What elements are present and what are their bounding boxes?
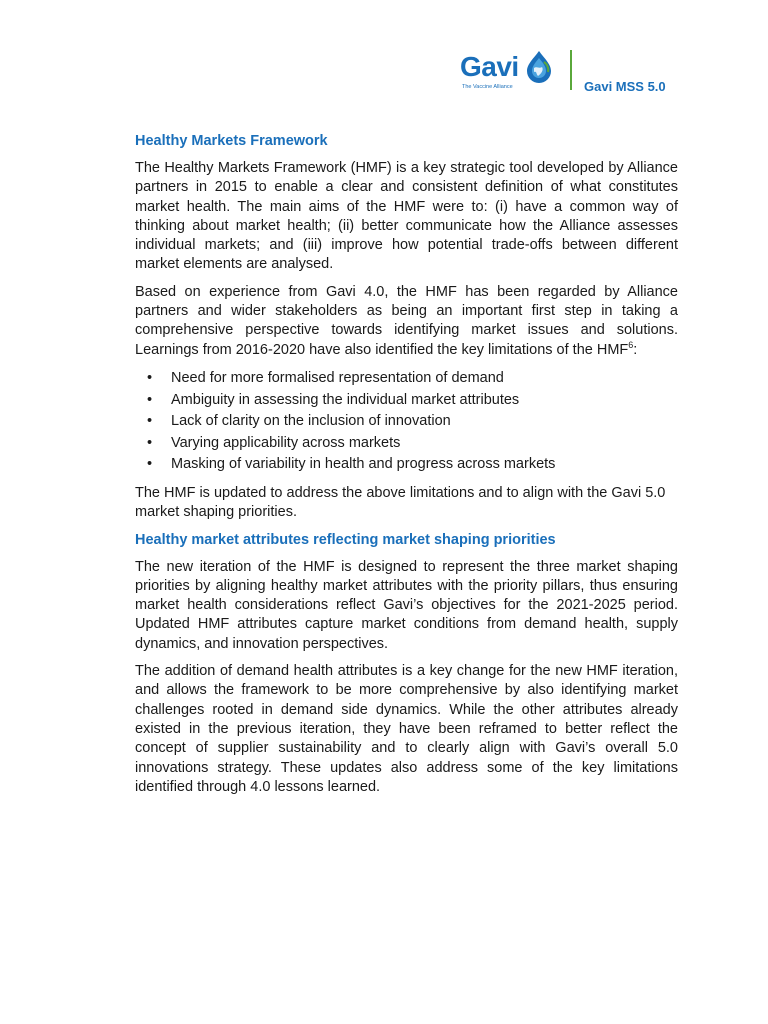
list-item [135, 390, 678, 412]
bullet-glyph: • [147, 434, 153, 451]
section-heading: Healthy Markets Framework [135, 133, 328, 149]
document-title: Gavi MSS 5.0 [584, 79, 666, 94]
list-item [135, 368, 678, 390]
bullet-glyph: • [147, 369, 153, 386]
bullet-glyph: • [147, 456, 153, 473]
list-item [135, 411, 678, 433]
paragraph: The addition of demand health attributes is a key change for the new HMF iteration, and allows the framework to be more comprehensive by also identifying market challenges rooted in demand side dynamics. While the other attributes already existed in the previous iteration, they have been reframed to better reflect the concept of supplier sustainability and to clearly align with Gavi’s overall 5.0 innovations strategy. These updates also address some of the key limitations identified through 4.0 lessons learned. [135, 663, 678, 795]
document-body [135, 132, 678, 805]
globe-drop-icon [524, 50, 554, 84]
logo-wordmark: Gavi [460, 51, 519, 82]
logo-tagline: The Vaccine Alliance [462, 84, 513, 90]
list-item [135, 454, 678, 476]
bullet-glyph: • [147, 391, 153, 408]
paragraph-text: Based on experience from Gavi 4.0, the HMF has been regarded by Alliance partners and wider stakeholders as being an important first step in taking a comprehensive perspective towards identifying market issues and solutions. Learnings from 2016-2020 have also identified the key limitations of the HMF [135, 283, 678, 358]
list-item-text: Ambiguity in assessing the individual market attributes [171, 391, 520, 408]
header-divider [570, 50, 572, 90]
paragraph-suffix: : [633, 341, 638, 358]
list-item-text: Varying applicability across markets [171, 434, 401, 451]
footnote-reference: 6 [628, 339, 634, 350]
paragraph: The Healthy Markets Framework (HMF) is a key strategic tool developed by Alliance partners in 2015 to enable a clear and consistent definition of what constitutes market health. The main aims of the HMF were to: (i) have a common way of thinking about market health; (ii) better communicate how the Alliance assesses individual markets; and (iii) improve how potential trade-offs between different market elements are analysed. [135, 160, 678, 273]
list-item-text: Lack of clarity on the inclusion of innovation [171, 413, 451, 430]
paragraph [135, 283, 678, 360]
bullet-glyph: • [147, 413, 153, 430]
section-heading: Healthy market attributes reflecting market shaping priorities [135, 531, 556, 548]
gavi-logo [458, 46, 568, 96]
paragraph: The new iteration of the HMF is designed to represent the three market shaping priorities by aligning healthy market attributes with the priority pillars, thus ensuring market health considerations reflect Gavi’s objectives for the 2021-2025 period. Updated HMF attributes capture market conditions from demand health, supply dynamics, and innovation perspectives. [135, 558, 678, 652]
limitations-list [135, 368, 678, 476]
paragraph: The HMF is updated to address the above limitations and to align with the Gavi 5.0 market shaping priorities. [135, 484, 666, 521]
list-item-text: Need for more formalised representation of demand [171, 369, 504, 386]
page-header [458, 46, 688, 102]
list-item-text: Masking of variability in health and progress across markets [171, 456, 556, 473]
list-item [135, 433, 678, 455]
